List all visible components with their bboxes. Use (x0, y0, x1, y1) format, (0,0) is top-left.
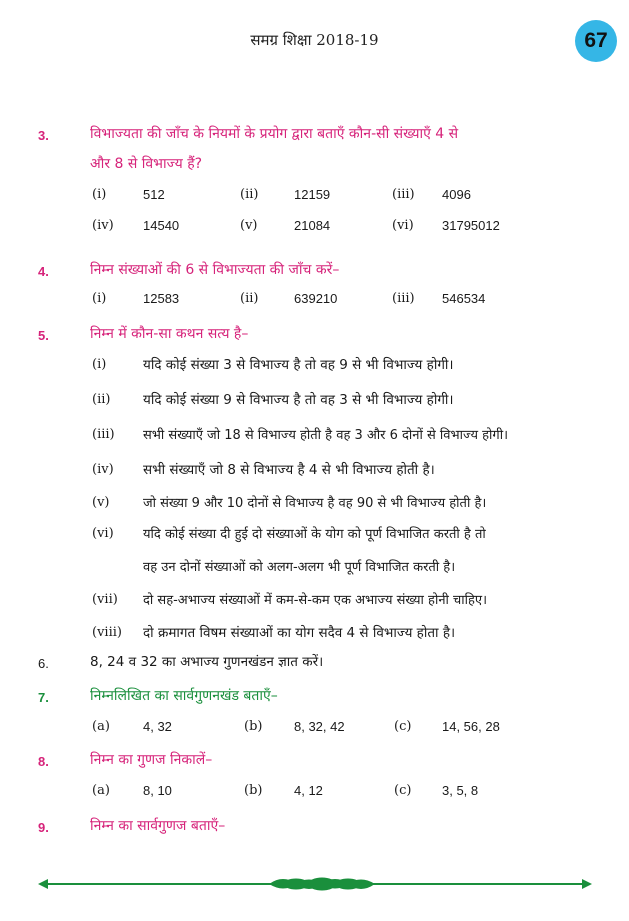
statement-text: यदि कोई संख्या दी हुई दो संख्याओं के योग को पूर्ण विभाजित करती है तो (143, 527, 486, 542)
statement-text: सभी संख्याएँ जो 8 से विभाज्य है 4 से भी विभाज्य होती है। (143, 462, 435, 478)
question-3-text-line2: और 8 से विभाज्य हैं? (90, 156, 203, 172)
statement-label: (iv) (92, 462, 114, 477)
question-5-number: 5. (38, 328, 49, 343)
q3-option-value: 14540 (143, 218, 180, 233)
statement-text: यदि कोई संख्या 3 से विभाज्य है तो वह 9 से भी विभाज्य होगी। (143, 357, 454, 373)
q4-option-value: 546534 (442, 291, 486, 306)
q4-option-label: (ii) (240, 291, 259, 306)
q3-option-value: 4096 (442, 187, 471, 202)
statement-text: दो क्रमागत विषम संख्याओं का योग सदैव 4 से विभाज्य होता है। (143, 625, 456, 641)
statement-label: (v) (92, 495, 110, 510)
q7-option-value: 14, 56, 28 (442, 719, 500, 734)
q8-option-value: 8, 10 (143, 783, 172, 798)
q7-option-label: (a) (92, 719, 110, 734)
q3-option-value: 31795012 (442, 218, 500, 233)
q4-option-value: 639210 (294, 291, 338, 306)
q3-option-value: 21084 (294, 218, 331, 233)
footer-decorative-rule (38, 874, 592, 894)
question-4-text: निम्न संख्याओं की 6 से विभाज्यता की जाँच करें– (90, 262, 340, 278)
q7-option-value: 8, 32, 42 (294, 719, 345, 734)
statement-label: (i) (92, 357, 107, 372)
question-3-number: 3. (38, 128, 49, 143)
statement-label: (vii) (92, 592, 118, 607)
question-3-text-line1: विभाज्यता की जाँच के नियमों के प्रयोग द्वारा बताएँ कौन-सी संख्याएँ 4 से (90, 126, 459, 142)
statement-label: (vi) (92, 526, 114, 541)
question-8-number: 8. (38, 754, 49, 769)
q4-option-label: (i) (92, 291, 107, 306)
q8-option-label: (b) (244, 783, 263, 798)
statement-label: (iii) (92, 427, 115, 442)
q4-option-value: 12583 (143, 291, 180, 306)
q3-option-label: (v) (240, 218, 258, 233)
q4-option-label: (iii) (392, 291, 415, 306)
question-7-number: 7. (38, 690, 49, 705)
q7-option-value: 4, 32 (143, 719, 172, 734)
statement-text: सभी संख्याएँ जो 18 से विभाज्य होती है वह 3 और 6 दोनों से विभाज्य होगी। (143, 428, 509, 443)
statement-text: यदि कोई संख्या 9 से विभाज्य है तो वह 3 से भी विभाज्य होगी। (143, 392, 454, 408)
q8-option-value: 3, 5, 8 (442, 783, 479, 798)
statement-text: दो सह-अभाज्य संख्याओं में कम-से-कम एक अभाज्य संख्या होनी चाहिए। (143, 593, 488, 608)
q8-option-label: (c) (394, 783, 412, 798)
q8-option-value: 4, 12 (294, 783, 323, 798)
q8-option-label: (a) (92, 783, 110, 798)
question-6-text: 8, 24 व 32 का अभाज्य गुणनखंडन ज्ञात करें। (90, 654, 324, 670)
page-header-title: समग्र शिक्षा 2018-19 (250, 31, 379, 49)
statement-label: (ii) (92, 392, 111, 407)
question-9-text: निम्न का सार्वगुणज बताएँ– (90, 818, 226, 834)
question-7-text: निम्नलिखित का सार्वगुणनखंड बताएँ– (90, 688, 278, 704)
statement-label: (viii) (92, 625, 122, 640)
question-4-number: 4. (38, 264, 49, 279)
q3-option-value: 512 (143, 187, 165, 202)
q7-option-label: (c) (394, 719, 412, 734)
q3-option-label: (iii) (392, 187, 415, 202)
statement-text: जो संख्या 9 और 10 दोनों से विभाज्य है वह 90 से भी विभाज्य होती है। (143, 496, 487, 511)
question-6-number: 6. (38, 656, 49, 671)
question-5-text: निम्न में कौन-सा कथन सत्य है– (90, 326, 249, 342)
q3-option-value: 12159 (294, 187, 331, 202)
statement-text-continued: वह उन दोनों संख्याओं को अलग-अलग भी पूर्ण विभाजित करती है। (143, 560, 456, 575)
q3-option-label: (iv) (92, 218, 114, 233)
q3-option-label: (i) (92, 187, 107, 202)
page-number-badge: 67 (575, 20, 617, 62)
q3-option-label: (ii) (240, 187, 259, 202)
question-8-text: निम्न का गुणज निकालें– (90, 752, 213, 768)
question-9-number: 9. (38, 820, 49, 835)
q7-option-label: (b) (244, 719, 263, 734)
q3-option-label: (vi) (392, 218, 414, 233)
